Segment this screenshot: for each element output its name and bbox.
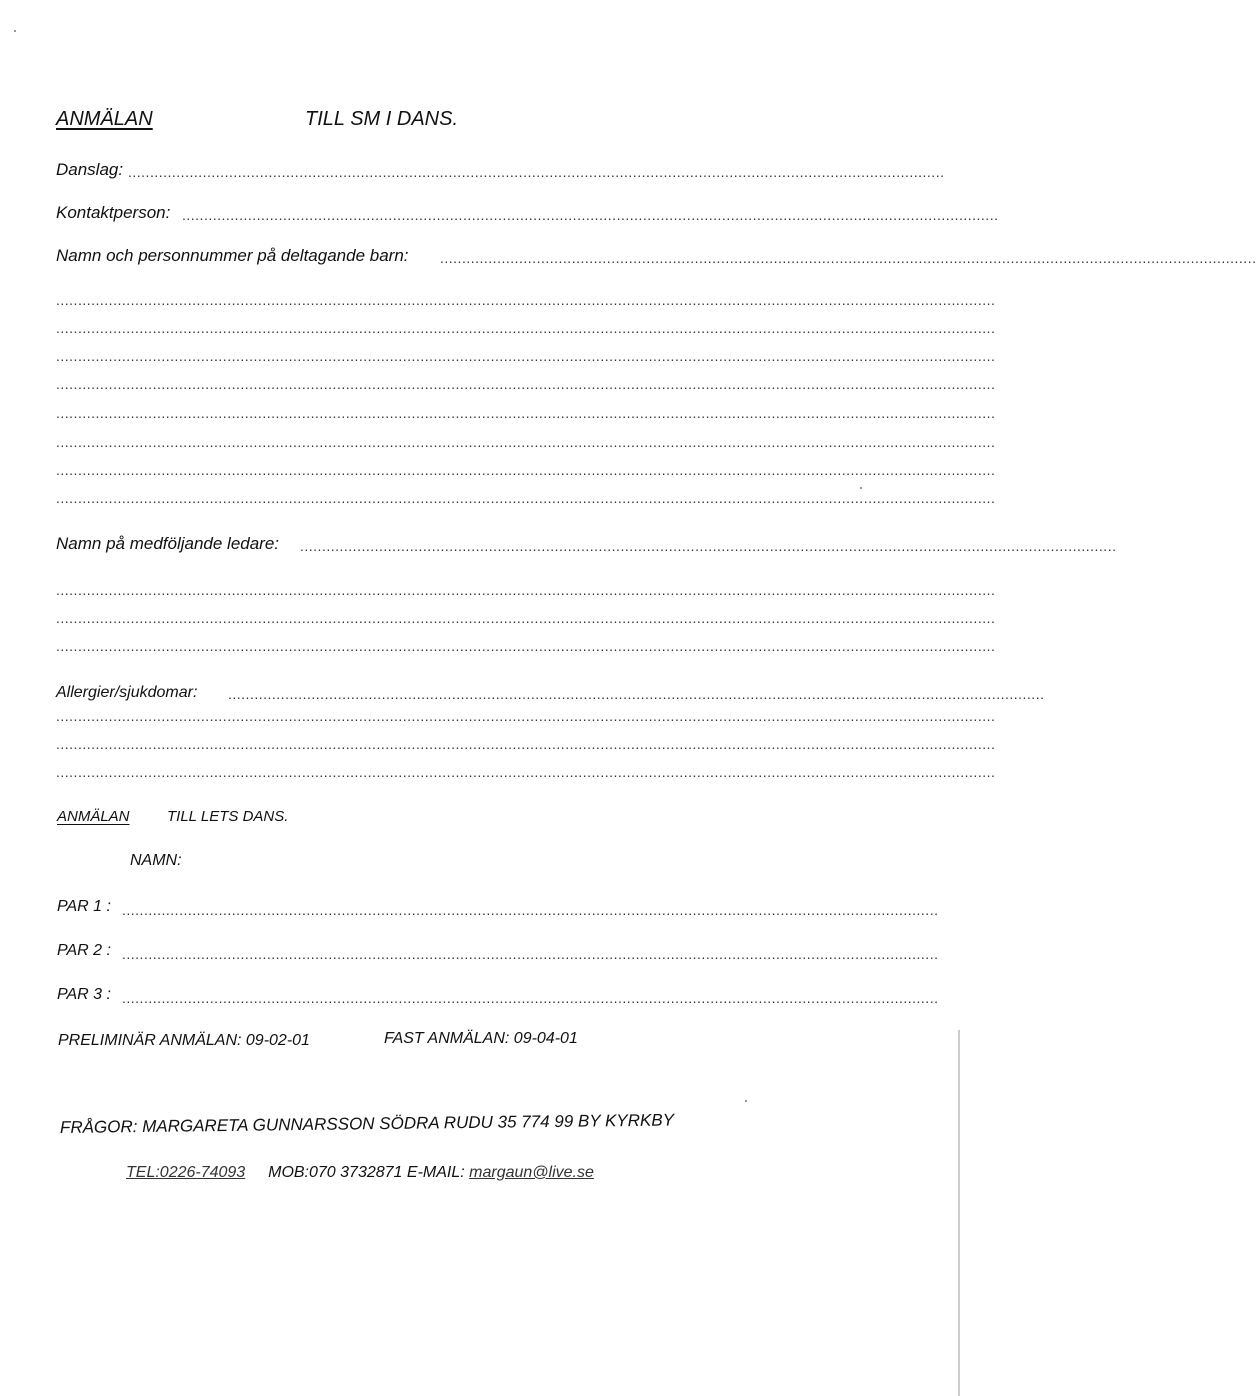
lets-namn-label: NAMN: xyxy=(130,852,182,869)
barn-line[interactable]: ...................................................................................................................................................................................................................... xyxy=(56,292,996,308)
ledare-line[interactable]: ...................................................................................................................................................................................................................... xyxy=(56,638,996,654)
barn-field[interactable]: .......................................................................................................................................................................................... xyxy=(440,250,1256,266)
lets-title-rest: TILL LETS DANS. xyxy=(167,808,289,825)
par-2-label: PAR 2 : xyxy=(57,942,111,959)
ledare-line[interactable]: ...................................................................................................................................................................................................................... xyxy=(56,582,996,598)
fragor-contact: FRÅGOR: MARGARETA GUNNARSSON SÖDRA RUDU 35 774 99 BY KYRKBY xyxy=(59,1110,675,1137)
barn-line[interactable]: ...................................................................................................................................................................................................................... xyxy=(56,490,996,506)
barn-line[interactable]: ...................................................................................................................................................................................................................... xyxy=(56,405,996,421)
par-2-field[interactable]: .......................................................................................................................................................................................... xyxy=(122,946,939,962)
lets-title-anmalan: ANMÄLAN xyxy=(57,808,130,825)
barn-label: Namn och personnummer på deltagande barn: xyxy=(56,246,409,265)
ledare-field[interactable]: .......................................................................................................................................................................................... xyxy=(300,538,1117,554)
par-3-field[interactable]: .......................................................................................................................................................................................... xyxy=(122,990,939,1006)
mob-number: MOB:070 3732871 xyxy=(268,1164,403,1181)
allergier-field[interactable]: .......................................................................................................................................................................................... xyxy=(228,686,1045,702)
email-label: E-MAIL: xyxy=(406,1164,465,1181)
contact-line xyxy=(126,1164,594,1182)
form-title-anmalan: ANMÄLAN xyxy=(56,108,153,130)
barn-line[interactable]: ...................................................................................................................................................................................................................... xyxy=(56,462,996,478)
kontaktperson-label: Kontaktperson: xyxy=(56,203,171,222)
scan-speck xyxy=(14,30,16,32)
scan-speck xyxy=(745,1100,747,1102)
barn-line[interactable]: ...................................................................................................................................................................................................................... xyxy=(56,434,996,450)
ledare-label: Namn på medföljande ledare: xyxy=(56,534,280,553)
form-title-rest: TILL SM I DANS. xyxy=(305,108,459,130)
email-link[interactable]: margaun@live.se xyxy=(469,1164,594,1181)
danslag-label: Danslag: xyxy=(56,160,124,179)
allergier-line[interactable]: ...................................................................................................................................................................................................................... xyxy=(56,708,996,724)
par-1-label: PAR 1 : xyxy=(57,898,111,915)
fast-anmalan: FAST ANMÄLAN: 09-04-01 xyxy=(384,1030,578,1047)
allergier-line[interactable]: ...................................................................................................................................................................................................................... xyxy=(56,736,996,752)
scan-edge xyxy=(958,1030,960,1396)
preliminar-anmalan: PRELIMINÄR ANMÄLAN: 09-02-01 xyxy=(58,1032,310,1049)
barn-line[interactable]: ...................................................................................................................................................................................................................... xyxy=(56,348,996,364)
allergier-line[interactable]: ...................................................................................................................................................................................................................... xyxy=(56,764,996,780)
danslag-field[interactable]: .......................................................................................................................................................................................... xyxy=(128,164,945,180)
barn-line[interactable]: ...................................................................................................................................................................................................................... xyxy=(56,376,996,392)
ledare-line[interactable]: ...................................................................................................................................................................................................................... xyxy=(56,610,996,626)
barn-line[interactable]: ...................................................................................................................................................................................................................... xyxy=(56,320,996,336)
tel-number: TEL:0226-74093 xyxy=(126,1164,246,1181)
par-1-field[interactable]: .......................................................................................................................................................................................... xyxy=(122,902,939,918)
allergier-label: Allergier/sjukdomar: xyxy=(56,684,198,701)
par-3-label: PAR 3 : xyxy=(57,986,111,1003)
scan-speck xyxy=(860,487,862,489)
kontaktperson-field[interactable]: .......................................................................................................................................................................................... xyxy=(182,207,999,223)
